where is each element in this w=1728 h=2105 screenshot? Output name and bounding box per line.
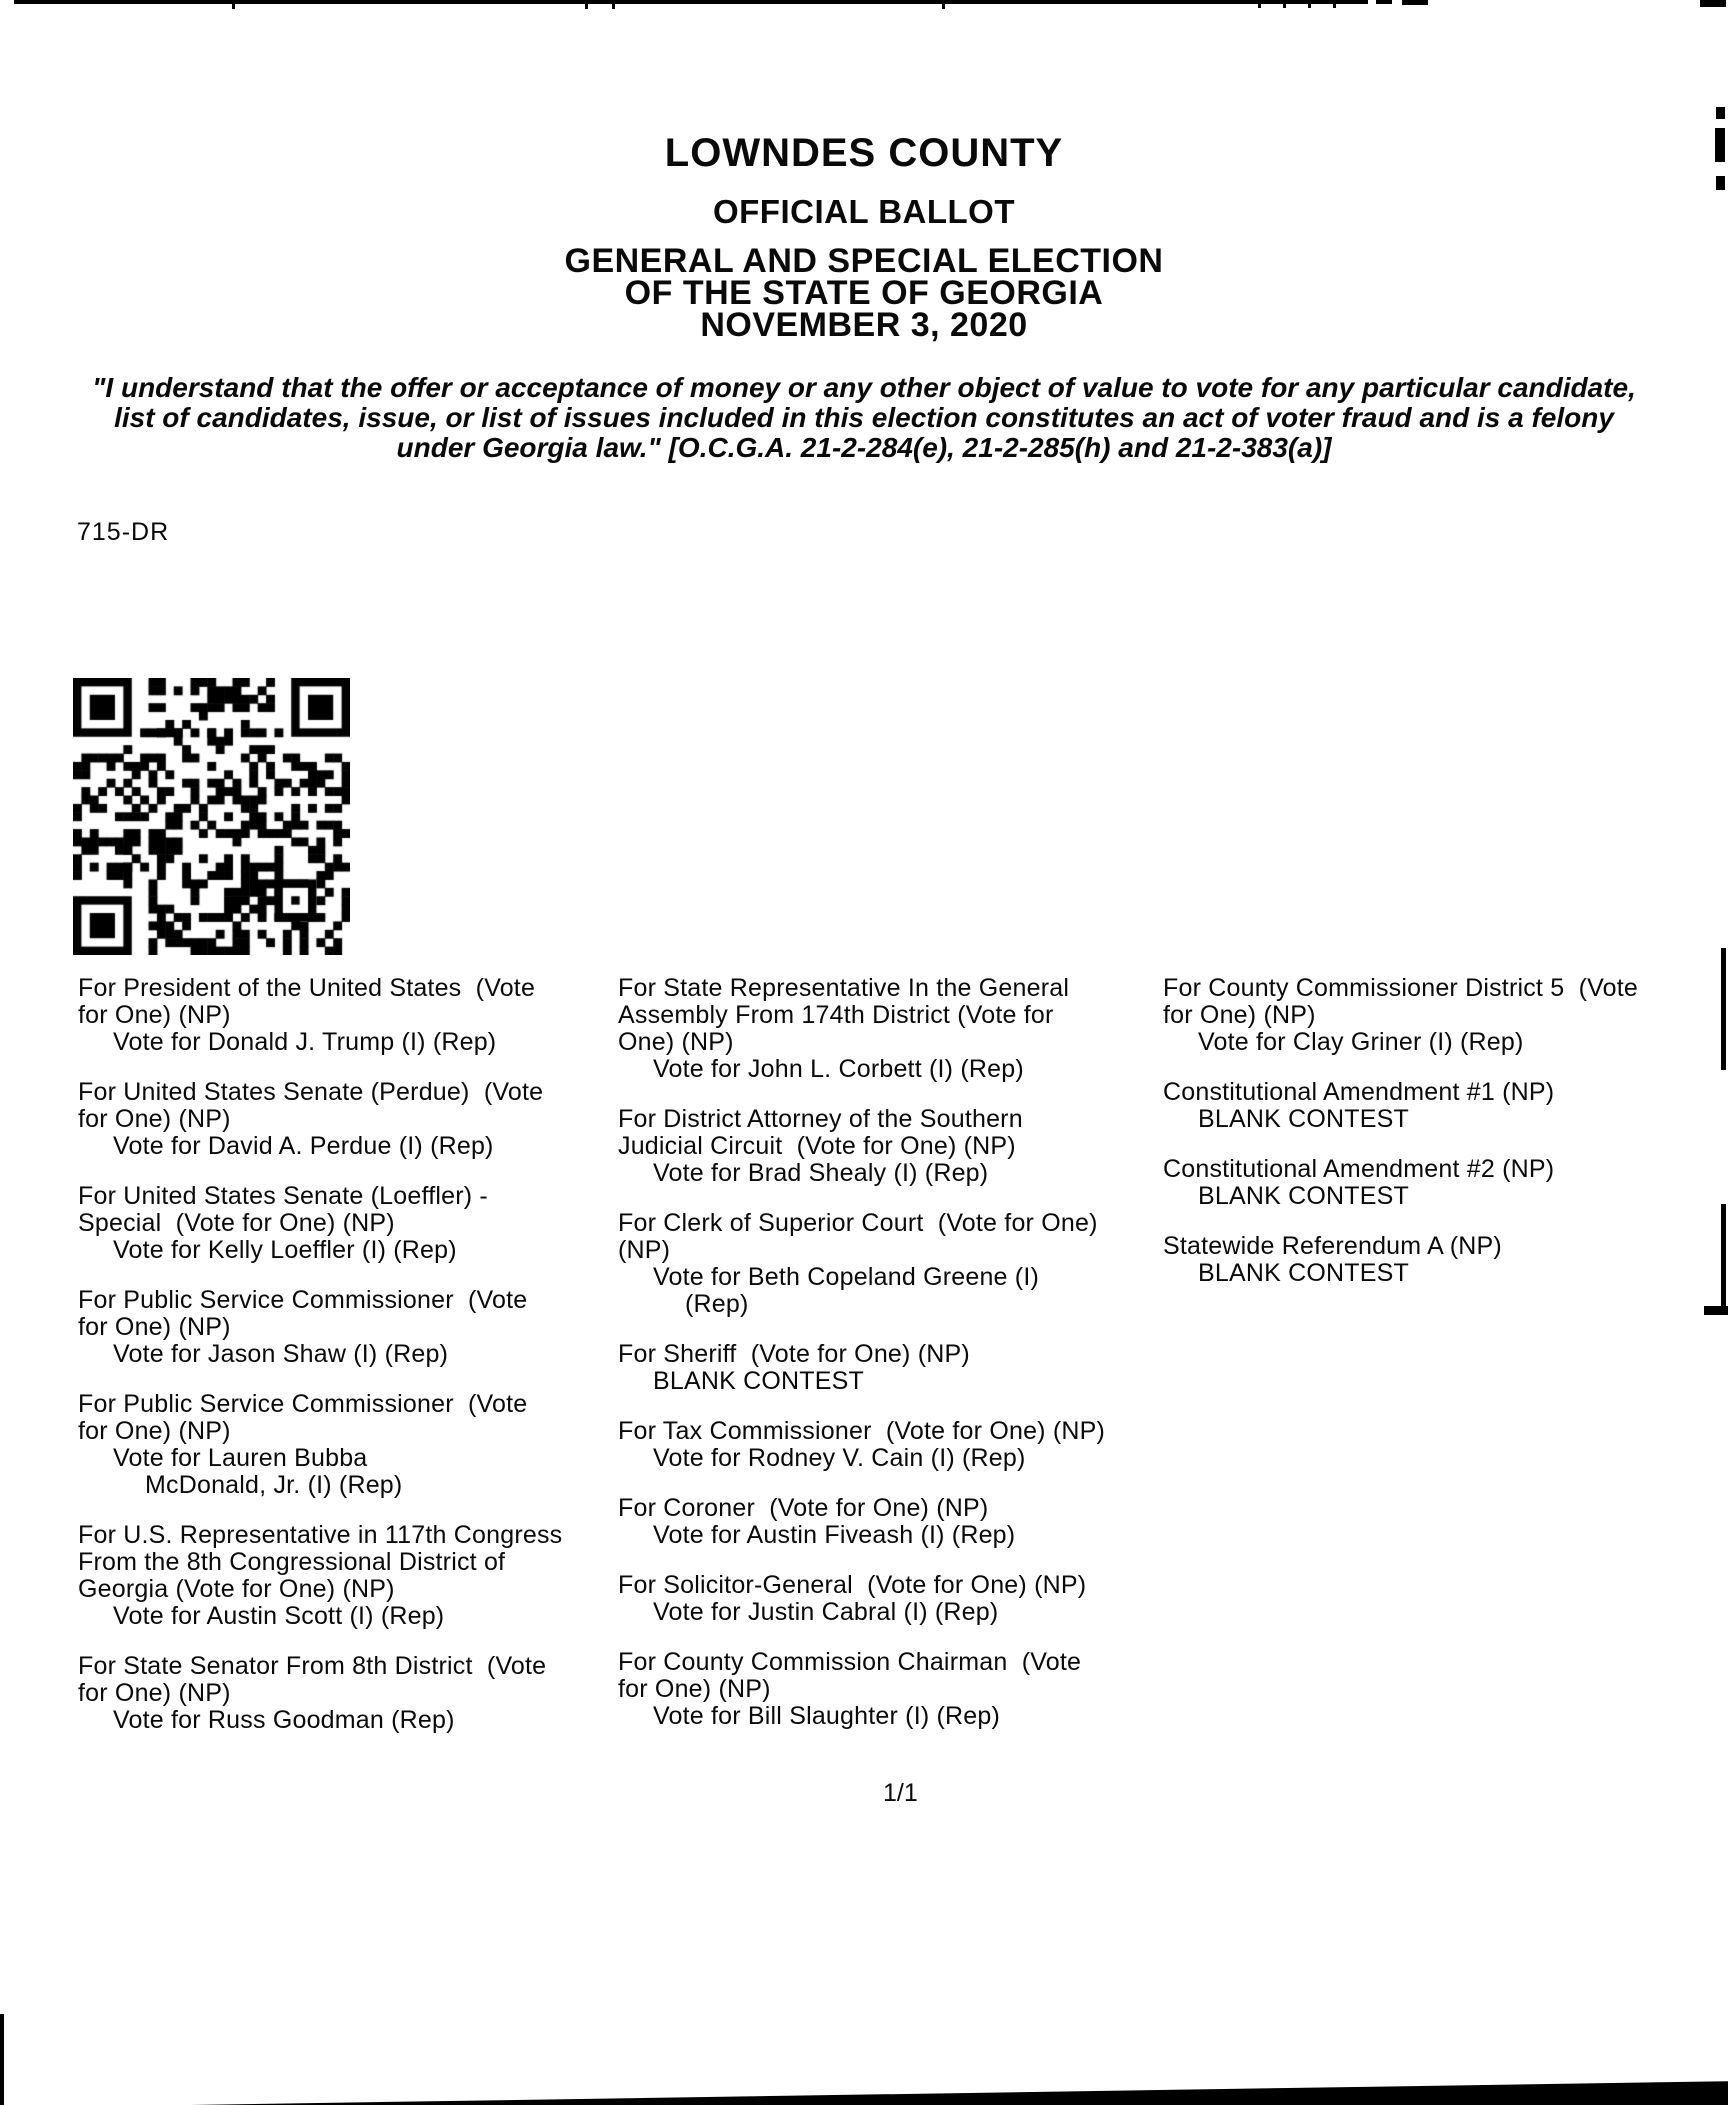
disclaimer-line: list of candidates, issue, or list of issues included in this election constitutes an act of voter fraud and is a felony xyxy=(114,402,1614,433)
contest-title-line: For County Commission Chairman (Vote xyxy=(618,1648,1082,1676)
scan-artifact-tick xyxy=(1283,0,1286,8)
scan-artifact-tick xyxy=(1333,0,1336,8)
contest-title-line: Judicial Circuit (Vote for One) (NP) xyxy=(618,1132,1016,1160)
contest-result-line: (Rep) xyxy=(685,1290,749,1318)
contest-title-line: Constitutional Amendment #1 (NP) xyxy=(1163,1078,1555,1106)
contest-result-line: BLANK CONTEST xyxy=(653,1367,864,1395)
contest-result-line: Vote for Austin Scott (I) (Rep) xyxy=(113,1602,445,1630)
contest-title-line: For U.S. Representative in 117th Congress xyxy=(78,1521,563,1549)
contest-title-line: For Solicitor-General (Vote for One) (NP) xyxy=(618,1571,1087,1599)
contest xyxy=(78,1391,562,1499)
contest-result-line: Vote for Jason Shaw (I) (Rep) xyxy=(113,1340,449,1368)
county-title: LOWNDES COUNTY xyxy=(664,131,1064,175)
contest xyxy=(1163,1233,1638,1287)
contest-result-line: McDonald, Jr. (I) (Rep) xyxy=(145,1471,403,1499)
contest-result-line: Vote for Beth Copeland Greene (I) xyxy=(653,1263,1039,1291)
scan-artifact-tick xyxy=(1308,0,1311,8)
contest-result-line: Vote for Brad Shealy (I) (Rep) xyxy=(653,1159,989,1187)
contest-title-line: (NP) xyxy=(618,1236,671,1264)
contest xyxy=(78,975,562,1056)
contest-title-line: for One) (NP) xyxy=(78,1001,231,1029)
scan-artifact-tick xyxy=(942,0,945,9)
contest xyxy=(78,1287,562,1368)
contest-title-line: for One) (NP) xyxy=(78,1105,231,1133)
disclaimer-line: under Georgia law." [O.C.G.A. 21-2-284(e), 21-2-285(h) and 21-2-383(a)] xyxy=(396,432,1332,463)
scan-artifact-top-dash xyxy=(1376,0,1392,4)
voter-fraud-disclaimer xyxy=(0,373,1728,463)
contest-title-line: For State Representative In the General xyxy=(618,974,1070,1002)
contest xyxy=(618,1106,1105,1187)
contest-result-line: Vote for Austin Fiveash (I) (Rep) xyxy=(653,1521,1016,1549)
contest-result-line: Vote for Lauren Bubba xyxy=(113,1444,368,1472)
scan-artifact-right-dash xyxy=(1716,107,1725,119)
scan-artifact-right-line xyxy=(1721,1204,1726,1308)
contest-result-line: Vote for Justin Cabral (I) (Rep) xyxy=(653,1598,999,1626)
contest xyxy=(1163,975,1638,1056)
contest-column-right xyxy=(1163,975,1638,1310)
contest xyxy=(78,1653,562,1734)
contest-title-line: For United States Senate (Perdue) (Vote xyxy=(78,1078,544,1106)
contest xyxy=(618,1495,1105,1549)
contest xyxy=(618,1341,1105,1395)
ballot-title: OFFICIAL BALLOT xyxy=(712,193,1016,230)
contest-column-middle xyxy=(618,975,1105,1753)
contest-title-line: For District Attorney of the Southern xyxy=(618,1105,1023,1133)
contest-title-line: One) (NP) xyxy=(618,1028,734,1056)
qr-code xyxy=(73,678,350,955)
contest-column-left xyxy=(78,975,562,1757)
scan-artifact-right-dash xyxy=(1704,1306,1728,1315)
scan-artifact-tick xyxy=(612,0,615,9)
contest-result-line: BLANK CONTEST xyxy=(1198,1182,1409,1210)
contest-result-line: Vote for John L. Corbett (I) (Rep) xyxy=(653,1055,1024,1083)
contest-title-line: For Coroner (Vote for One) (NP) xyxy=(618,1494,989,1522)
contest-result-line: Vote for Kelly Loeffler (I) (Rep) xyxy=(113,1236,457,1264)
contest-title-line: For Clerk of Superior Court (Vote for One) xyxy=(618,1209,1098,1237)
election-title-line: NOVEMBER 3, 2020 xyxy=(700,306,1028,344)
contest xyxy=(618,975,1105,1083)
contest-title-line: For President of the United States (Vote xyxy=(78,974,536,1002)
contest xyxy=(78,1183,562,1264)
contest-title-line: For United States Senate (Loeffler) - xyxy=(78,1182,488,1210)
contest xyxy=(1163,1156,1638,1210)
contest-result-line: BLANK CONTEST xyxy=(1198,1105,1409,1133)
election-title-line: GENERAL AND SPECIAL ELECTION xyxy=(564,242,1164,280)
contest-title-line: For Public Service Commissioner (Vote xyxy=(78,1286,528,1314)
scan-artifact-right-line xyxy=(1721,948,1726,1070)
contest-title-line: From the 8th Congressional District of xyxy=(78,1548,506,1576)
contest-title-line: for One) (NP) xyxy=(78,1417,231,1445)
contest-title-line: For Sheriff (Vote for One) (NP) xyxy=(618,1340,970,1368)
contest-result-line: Vote for Clay Griner (I) (Rep) xyxy=(1198,1028,1524,1056)
contest-title-line: For Public Service Commissioner (Vote xyxy=(78,1390,528,1418)
contest-title-line: Assembly From 174th District (Vote for xyxy=(618,1001,1054,1029)
contest xyxy=(618,1418,1105,1472)
election-title xyxy=(0,242,1728,344)
scan-artifact-bottom-wedge xyxy=(0,2076,1728,2105)
page-number: 1/1 xyxy=(883,1779,918,1807)
contest-result-line: Vote for Rodney V. Cain (I) (Rep) xyxy=(653,1444,1026,1472)
scan-artifact-tick xyxy=(232,0,235,9)
scan-artifact-right-dash xyxy=(1716,176,1725,190)
scan-artifact-tick xyxy=(1258,0,1261,8)
contest-title-line: Georgia (Vote for One) (NP) xyxy=(78,1575,395,1603)
election-title-line: OF THE STATE OF GEORGIA xyxy=(624,274,1104,312)
disclaimer-line: "I understand that the offer or acceptance of money or any other object of value to vote for any particular candidate, xyxy=(92,372,1636,403)
contest xyxy=(618,1210,1105,1318)
contest-result-line: Vote for Russ Goodman (Rep) xyxy=(113,1706,455,1734)
contest-title-line: for One) (NP) xyxy=(78,1679,231,1707)
contest-title-line: For County Commissioner District 5 (Vote xyxy=(1163,974,1638,1002)
contest-title-line: for One) (NP) xyxy=(618,1675,771,1703)
contest-title-line: for One) (NP) xyxy=(1163,1001,1316,1029)
contest xyxy=(618,1649,1105,1730)
contest-result-line: BLANK CONTEST xyxy=(1198,1259,1409,1287)
scan-artifact-top-dash xyxy=(1402,0,1428,5)
precinct-code: 715-DR xyxy=(77,518,170,546)
contest-title-line: for One) (NP) xyxy=(78,1313,231,1341)
contest xyxy=(1163,1079,1638,1133)
contest-result-line: Vote for David A. Perdue (I) (Rep) xyxy=(113,1132,494,1160)
contest-title-line: Special (Vote for One) (NP) xyxy=(78,1209,395,1237)
contest-result-line: Vote for Bill Slaughter (I) (Rep) xyxy=(653,1702,1001,1730)
contest-title-line: For State Senator From 8th District (Vote xyxy=(78,1652,547,1680)
scan-artifact-tick xyxy=(585,0,588,9)
scan-artifact-left-line xyxy=(0,2014,4,2105)
contest-title-line: For Tax Commissioner (Vote for One) (NP) xyxy=(618,1417,1106,1445)
contest-title-line: Constitutional Amendment #2 (NP) xyxy=(1163,1155,1555,1183)
contest xyxy=(618,1572,1105,1626)
contest-title-line: Statewide Referendum A (NP) xyxy=(1163,1232,1502,1260)
contest xyxy=(78,1522,562,1630)
contest xyxy=(78,1079,562,1160)
scan-artifact-top-dash xyxy=(1700,0,1726,7)
scan-artifact-top-line xyxy=(14,0,1368,4)
contest-result-line: Vote for Donald J. Trump (I) (Rep) xyxy=(113,1028,497,1056)
